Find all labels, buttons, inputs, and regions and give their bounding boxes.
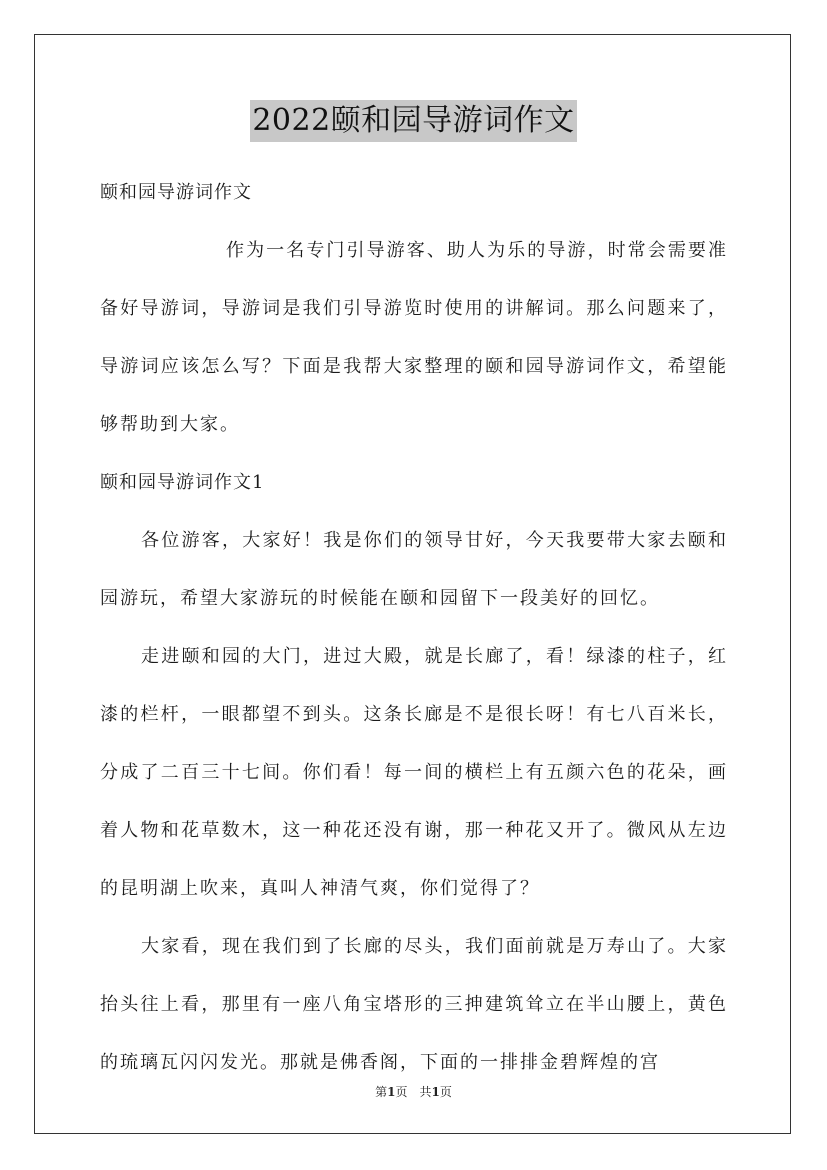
document-body [100, 164, 728, 1092]
document-title: 2022颐和园导游词作文 [250, 100, 576, 142]
body-paragraph-3: 大家看，现在我们到了长廊的尽头，我们面前就是万寿山了。大家抬头往上看，那里有一座八角宝塔形的三抻建筑耸立在半山腰上，黄色的琉璃瓦闪闪发光。那就是佛香阁，下面的一排排金碧辉煌的宫 [100, 936, 728, 1073]
page-number-suffix: 页 [395, 1085, 408, 1099]
document-heading: 颐和园导游词作文 [100, 182, 252, 203]
page-total-suffix: 页 [439, 1085, 452, 1099]
body-paragraph-1: 各位游客，大家好！我是你们的领导甘好，今天我要带大家去颐和园游玩，希望大家游玩的时候能在颐和园留下一段美好的回忆。 [100, 530, 728, 609]
page-footer [0, 1083, 827, 1101]
page-total: 1 [431, 1085, 440, 1099]
page-number-prefix: 第 [375, 1085, 388, 1099]
body-paragraph-2: 走进颐和园的大门，进过大殿，就是长廊了，看！绿漆的柱子，红漆的栏杆，一眼都望不到头。这条长廊是不是很长呀！有七八百米长，分成了二百三十七间。你们看！每一间的横栏上有五颜六色的花朵，画着人物和花草数木，这一种花还没有谢，那一种花又开了。微风从左边的昆明湖上吹来，真叫人神清气爽，你们觉得了？ [100, 646, 728, 899]
page-total-prefix: 共 [419, 1085, 432, 1099]
title-area [0, 100, 827, 142]
section-heading: 颐和园导游词作文1 [100, 472, 265, 493]
page-number: 1 [387, 1085, 396, 1099]
intro-paragraph: 作为一名专门引导游客、助人为乐的导游，时常会需要准备好导游词，导游词是我们引导游览时使用的讲解词。那么问题来了，导游词应该怎么写？下面是我帮大家整理的颐和园导游词作文，希望能够帮助到大家。 [100, 240, 728, 435]
